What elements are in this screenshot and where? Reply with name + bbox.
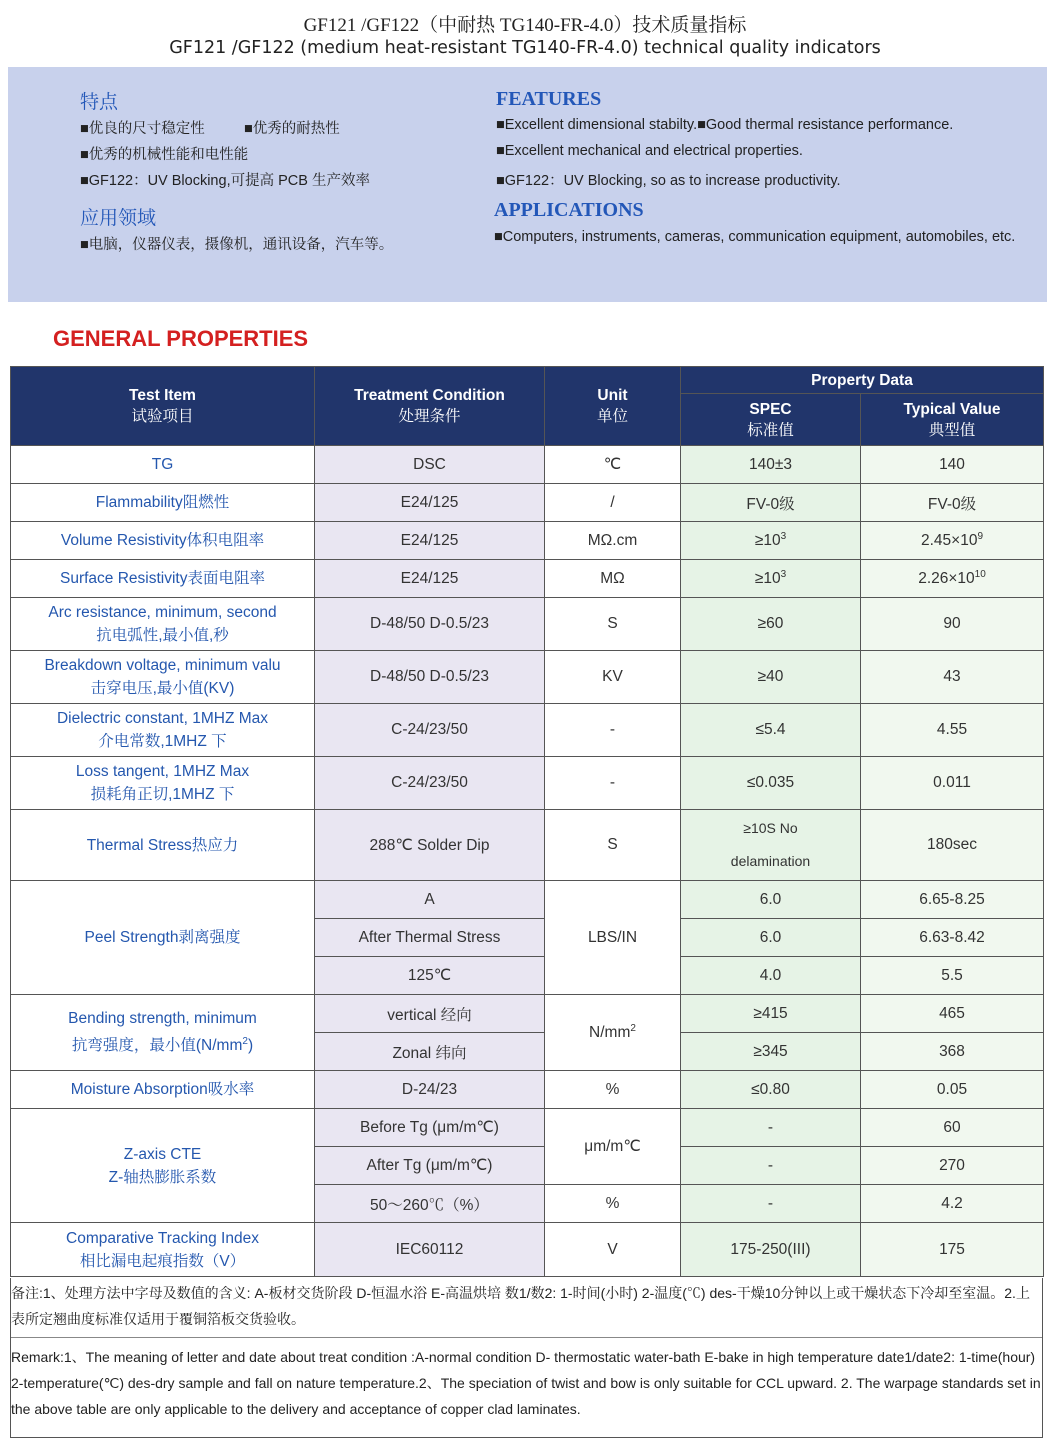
header-typical: Typical Value 典型值 [861,394,1044,446]
table-cell: - [681,1185,861,1223]
table-cell: ≥60 [681,598,861,651]
document-title-en: GF121 /GF122 (medium heat-resistant TG140-FR-4.0) technical quality indicators [169,38,881,58]
table-cell: MΩ.cm [545,522,681,560]
table-cell: 6.63-8.42 [861,919,1044,957]
table-row [11,560,1044,598]
table-cell: ℃ [545,446,681,484]
table-cell: $\ge 10^3$ [681,522,861,560]
table-cell: Surface Resistivity表面电阻率 [11,560,315,598]
table-cell: A [315,881,545,919]
table-row [11,651,1044,704]
table-cell: 4.0 [681,957,861,995]
table-cell: - [545,757,681,810]
table-cell: TG [11,446,315,484]
table-row [11,484,1044,522]
table-cell: IEC60112 [315,1223,545,1277]
applications-heading-cn: 应用领域 [80,207,157,229]
table-cell: 6.65-8.25 [861,881,1044,919]
table-cell: 175 [861,1223,1044,1277]
table-cell: E24/125 [315,522,545,560]
table-row [11,995,1044,1033]
features-heading-cn: 特点 [80,91,119,113]
table-cell: 140±3 [681,446,861,484]
table-cell: Thermal Stress热应力 [11,810,315,881]
table-cell: 6.0 [681,919,861,957]
remarks-box [10,1278,1043,1438]
table-cell: - [545,704,681,757]
table-cell: Dielectric constant, 1MHZ Max 介电常数,1MHZ 下 [11,704,315,757]
table-cell: 5.5 [861,957,1044,995]
table-cell: 270 [861,1147,1044,1185]
applications-cn-text: ■电脑，仪器仪表，摄像机，通讯设备，汽车等。 [80,237,394,253]
table-cell: ≥10S No delamination [681,810,861,881]
table-cell: 60 [861,1109,1044,1147]
features-heading-en: FEATURES [496,88,602,110]
table-row [11,1223,1044,1277]
table-cell: ≤0.035 [681,757,861,810]
table-cell: DSC [315,446,545,484]
table-cell: μm/m℃ [545,1109,681,1185]
table-row [11,704,1044,757]
table-cell: 6.0 [681,881,861,919]
table-cell: KV [545,651,681,704]
table-row [11,1071,1044,1109]
table-cell: V [545,1223,681,1277]
table-cell: ≥345 [681,1033,861,1071]
table-cell: Loss tangent, 1MHZ Max 损耗角正切,1MHZ 下 [11,757,315,810]
properties-table [10,366,1044,1277]
applications-heading-en: APPLICATIONS [494,199,644,221]
table-cell: D-24/23 [315,1071,545,1109]
header-spec: SPEC 标准值 [681,394,861,446]
table-cell: Comparative Tracking Index 相比漏电起痕指数（V） [11,1223,315,1277]
table-cell: $2.45\times 10^9$ [861,522,1044,560]
table-cell: E24/125 [315,560,545,598]
table-cell: Arc resistance, minimum, second 抗电弧性,最小值,秒 [11,598,315,651]
table-cell: 175-250(III) [681,1223,861,1277]
table-cell: C-24/23/50 [315,757,545,810]
table-cell: - [681,1109,861,1147]
table-cell: vertical 经向 [315,995,545,1033]
table-cell: ≤5.4 [681,704,861,757]
table-cell: ≥40 [681,651,861,704]
feature-cn-item: ■GF122：UV Blocking,可提高 PCB 生产效率 [80,173,370,189]
table-cell: E24/125 [315,484,545,522]
table-cell: S [545,810,681,881]
table-cell: Before Tg (μm/m℃) [315,1109,545,1147]
table-cell: $\ge 10^3$ [681,560,861,598]
header-test-item: Test Item 试验项目 [11,367,315,446]
table-cell: 43 [861,651,1044,704]
table-cell: Z-axis CTE Z-轴热膨胀系数 [11,1109,315,1223]
table-cell: C-24/23/50 [315,704,545,757]
table-cell: 0.011 [861,757,1044,810]
section-title: GENERAL PROPERTIES [53,326,309,351]
table-cell: 288℃ Solder Dip [315,810,545,881]
table-cell: After Tg (μm/m℃) [315,1147,545,1185]
table-cell: Volume Resistivity体积电阻率 [11,522,315,560]
table-cell: 4.55 [861,704,1044,757]
table-cell: 140 [861,446,1044,484]
table-cell: $2.26\times 10^{10}$ [861,560,1044,598]
features-banner [8,67,1047,302]
table-cell: Breakdown voltage, minimum valu 击穿电压,最小值(KV) [11,651,315,704]
table-cell: D-48/50 D-0.5/23 [315,598,545,651]
table-cell: LBS/IN [545,881,681,995]
table-row [11,881,1044,919]
table-cell: 180sec [861,810,1044,881]
table-row [11,598,1044,651]
feature-cn-item: ■优秀的机械性能和电性能 [80,147,249,163]
applications-en-text: ■Computers, instruments, cameras, communication equipment, automobiles, etc. [494,229,1016,245]
table-cell: 368 [861,1033,1044,1071]
table-cell: Flammability阻燃性 [11,484,315,522]
remarks-divider [11,1337,1042,1338]
table-cell: 465 [861,995,1044,1033]
table-cell: - [681,1147,861,1185]
feature-en-item: ■Excellent mechanical and electrical properties. [496,143,803,159]
table-cell: Bending strength, minimum 抗弯强度，最小值$(N/mm^2)$ [11,995,315,1071]
table-cell: MΩ [545,560,681,598]
table-cell: 50～260℃（%） [315,1185,545,1223]
table-row [11,446,1044,484]
header-treatment: Treatment Condition 处理条件 [315,367,545,446]
table-cell: After Thermal Stress [315,919,545,957]
table-cell: 90 [861,598,1044,651]
table-row [11,522,1044,560]
table-cell: 4.2 [861,1185,1044,1223]
table-cell: FV-0级 [861,484,1044,522]
table-cell: D-48/50 D-0.5/23 [315,651,545,704]
table-row [11,1109,1044,1147]
feature-en-item: ■GF122：UV Blocking, so as to increase productivity. [496,173,841,189]
table-cell: % [545,1071,681,1109]
table-cell: / [545,484,681,522]
feature-cn-item: ■优秀的耐热性 [244,121,340,137]
table-cell: Peel Strength剥离强度 [11,881,315,995]
document-title-cn: GF121 /GF122（中耐热 TG140-FR-4.0）技术质量指标 [303,15,747,36]
table-cell: S [545,598,681,651]
table-cell: 0.05 [861,1071,1044,1109]
table-cell: ≥415 [681,995,861,1033]
feature-cn-item: ■优良的尺寸稳定性 [80,121,205,137]
table-row [11,757,1044,810]
table-cell: FV-0级 [681,484,861,522]
feature-en-item: ■Excellent dimensional stabilty.■Good thermal resistance performance. [496,117,954,133]
table-cell: ≤0.80 [681,1071,861,1109]
remarks-en: Remark:1、The meaning of letter and date about treat condition :A-normal condition D- thermostatic water-bath E-bake in high temperature date1/date2: 1-time(hour) 2-temperature(℃) des-dry sample and fall on nature temperature.2、The speciation of twist and bow is only suitable for CCL upward. 2. The warpage standards set in the above table are only applicable to the delivery and acceptance of copper clad laminates. [11,1349,1041,1417]
header-property-data: Property Data [681,367,1044,394]
table-cell: % [545,1185,681,1223]
table-cell: $N/mm^2$ [545,995,681,1071]
table-cell: 125℃ [315,957,545,995]
table-row [11,810,1044,881]
table-cell: Moisture Absorption吸水率 [11,1071,315,1109]
header-unit: Unit 单位 [545,367,681,446]
remarks-cn: 备注:1、处理方法中字母及数值的含义: A-板材交货阶段 D-恒温水浴 E-高温烘培 数1/数2: 1-时间(小时) 2-温度(℃) des-干燥10分钟以上或干燥状态下冷却至室温。2.上表所定翘曲度标准仅适用于覆铜箔板交货验收。 [11,1285,1030,1327]
table-cell: Zonal 纬向 [315,1033,545,1071]
